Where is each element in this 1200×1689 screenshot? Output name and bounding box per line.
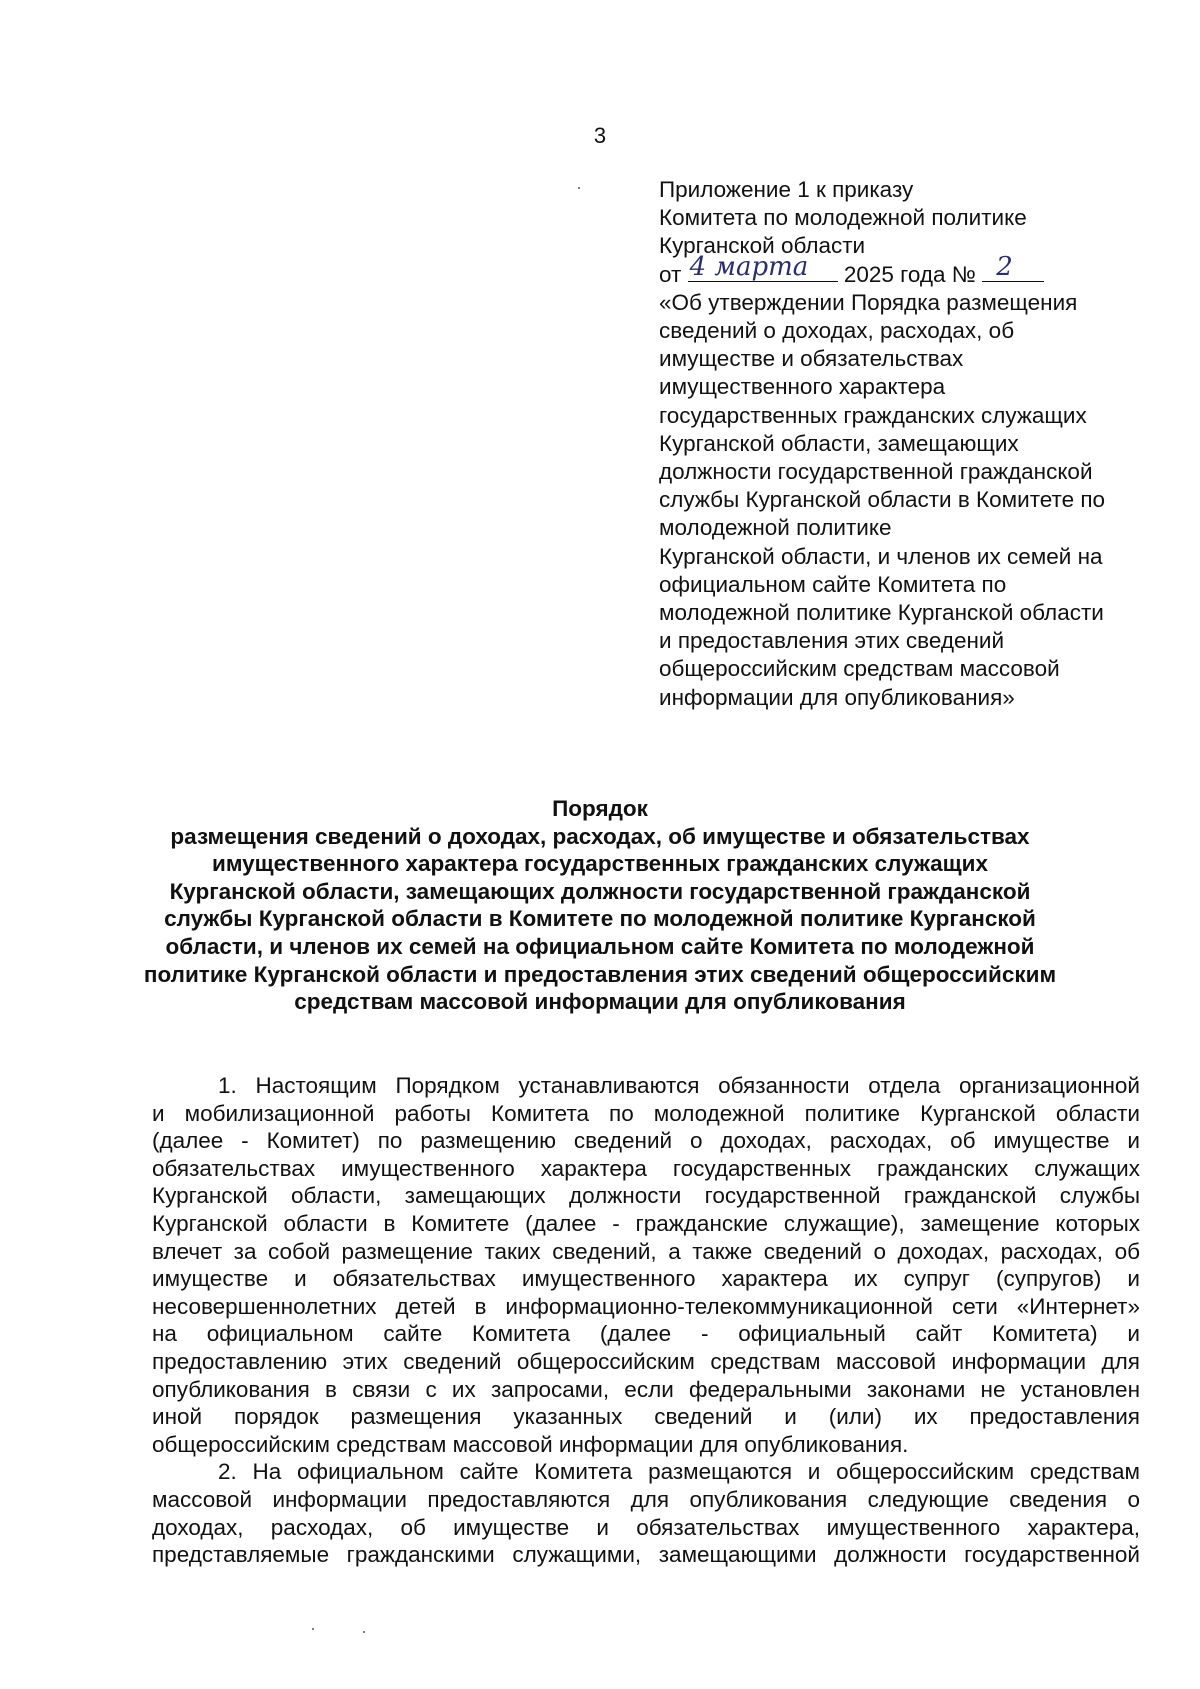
paragraph-line: 1. Настоящим Порядком устанавливаются обязанности отдела организационной [218,1073,1140,1098]
paragraph-line: обязательствах имущественного характера государственных гражданских служащих [152,1155,1140,1181]
paragraph-2 [152,1458,1140,1568]
paragraph-line: представляемые гражданскими служащими, замещающими должности государственной [152,1542,1140,1568]
title-line: области, и членов их семей на официальном сайте Комитета по молодежной [165,933,1035,959]
annex-line: Курганской области [659,233,866,259]
order-date-line [659,251,1139,289]
paragraph-line: доходах, расходах, об имуществе и обязательствах имущественного характера, [152,1514,1140,1540]
body-text [152,1072,1140,1569]
annex-subject-line: молодежной политике Курганской области [659,600,1104,626]
title-line: средствам массовой информации для опубликования [294,989,906,1015]
paragraph-line: иной порядок размещения указанных сведений и (или) их предоставления [152,1404,1140,1430]
paragraph-line: и мобилизационной работы Комитета по молодежной политике Курганской области [152,1100,1140,1126]
annex-subject-line: информации для опубликования» [659,684,1015,710]
paragraph-line: несовершеннолетних детей в информационно-телекоммуникационной сети «Интернет» [152,1293,1140,1319]
title-line: службы Курганской области в Комитете по молодежной политике Курганской [164,906,1036,932]
annex-line: Приложение 1 к приказу [659,177,914,202]
annex-subject-line: молодежной политике [659,515,892,541]
annex-subject-line: должности государственной гражданской [659,459,1093,485]
paragraph-1 [152,1072,1140,1458]
title-line: имущественного характера государственных гражданских служащих [211,851,989,877]
title-line: Курганской области, замещающих должности государственной гражданской [169,878,1031,904]
scan-speck [312,1628,314,1630]
number-blank [982,251,1044,282]
title-line: размещения сведений о доходах, расходах, об имуществе и обязательствах [170,823,1030,849]
page-number: 3 [593,123,607,148]
date-prefix: от [659,261,682,287]
annex-subject-line: государственных гражданских служащих [659,402,1087,428]
handwritten-number: 2 [996,251,1013,282]
title-line: политике Курганской области и предоставления этих сведений общероссийским [143,961,1057,987]
paragraph-line: влечет за собой размещение таких сведений, а также сведений о доходах, расходах, об [152,1238,1140,1264]
annex-subject-line: имуществе и обязательствах [659,346,964,372]
annex-subject-line: Курганской области, замещающих [659,430,1019,456]
annex-subject-line: и предоставления этих сведений [659,628,1005,654]
annex-line: Комитета по молодежной политике [659,205,1027,231]
annex-subject-line: сведений о доходах, расходах, об [659,318,1015,344]
paragraph-line: опубликования в связи с их запросами, если федеральными законами не установлен [152,1376,1140,1402]
annex-subject-line: имущественного характера [659,374,946,400]
paragraph-line: 2. На официальном сайте Комитета размещаются и общероссийским средствам [218,1459,1140,1485]
annex-block [659,176,1139,712]
paragraph-line: Курганской области в Комитете (далее - гражданские служащие), замещение которых [152,1210,1140,1236]
annex-subject-line: общероссийским средствам массовой [659,656,1060,682]
annex-subject-line: службы Курганской области в Комитете по [659,487,1106,513]
paragraph-line: Курганской области, замещающих должности государственной гражданской службы [152,1183,1140,1209]
paragraph-line: имуществе и обязательствах имущественного характера их супруг (супругов) и [152,1266,1140,1292]
paragraph-line: (далее - Комитет) по размещению сведений о доходах, расходах, об имуществе и [152,1128,1140,1154]
handwritten-date: 4 марта [689,251,809,282]
annex-subject-line: «Об утверждении Порядка размещения [659,289,1078,315]
annex-subject-line: Курганской области, и членов их семей на [659,543,1103,569]
scan-speck [578,187,580,189]
date-blank [688,251,838,282]
scan-speck [363,1631,365,1633]
date-year: 2025 года № [843,261,976,287]
title-heading: Порядок [552,796,648,821]
annex-subject-line: официальном сайте Комитета по [659,571,1007,597]
paragraph-line: на официальном сайте Комитета (далее - официальный сайт Комитета) и [152,1321,1140,1347]
paragraph-line: предоставлению этих сведений общероссийским средствам массовой информации для [152,1348,1140,1374]
paragraph-line: массовой информации предоставляются для опубликования следующие сведения о [152,1486,1140,1512]
paragraph-line: общероссийским средствам массовой информации для опубликования. [152,1431,909,1457]
document-title [110,795,1090,1016]
